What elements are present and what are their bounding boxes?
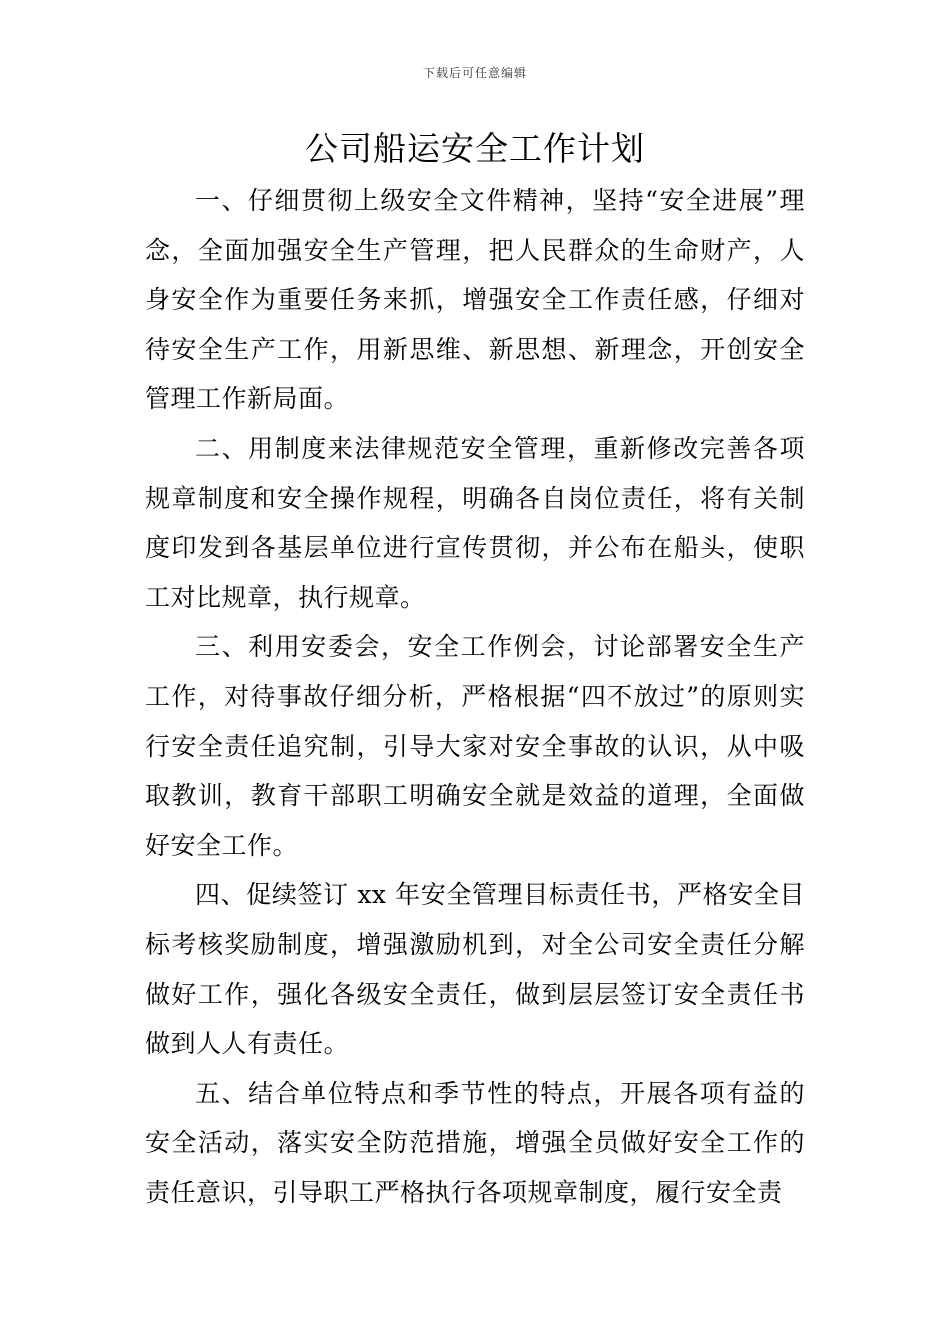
paragraph-3: 三、利用安委会，安全工作例会，讨论部署安全生产工作，对待事故仔细分析，严格根据“四不放过”的原则实行安全责任追究制，引导大家对安全事故的认识，从中吸取教训，教育干部职工明确安全就是效益的道理，全面做好安全工作。 [145,632,805,860]
document-title: 公司船运安全工作计划 [305,129,645,168]
header-note: 下载后可任意编辑 [422,66,527,80]
paragraph-1: 一、仔细贯彻上级安全文件精神，坚持“安全进展”理念，全面加强安全生产管理，把人民群众的生命财产，人身安全作为重要任务来抓，增强安全工作责任感，仔细对待安全生产工作，用新思维、新思想、新理念，开创安全管理工作新局面。 [145,186,805,414]
paragraph-2: 二、用制度来法律规范安全管理，重新修改完善各项规章制度和安全操作规程，明确各自岗位责任，将有关制度印发到各基层单位进行宣传贯彻，并公布在船头，使职工对比规章，执行规章。 [145,433,805,612]
paragraph-4: 四、促续签订 xx 年安全管理目标责任书，严格安全目标考核奖励制度，增强激励机到，对全公司安全责任分解做好工作，强化各级安全责任，做到层层签订安全责任书做到人人有责任。 [145,880,805,1059]
paragraph-5: 五、结合单位特点和季节性的特点，开展各项有益的安全活动，落实安全防范措施，增强全员做好安全工作的责任意识，引导职工严格执行各项规章制度，履行安全责 [145,1078,805,1207]
document-body [145,176,805,1217]
